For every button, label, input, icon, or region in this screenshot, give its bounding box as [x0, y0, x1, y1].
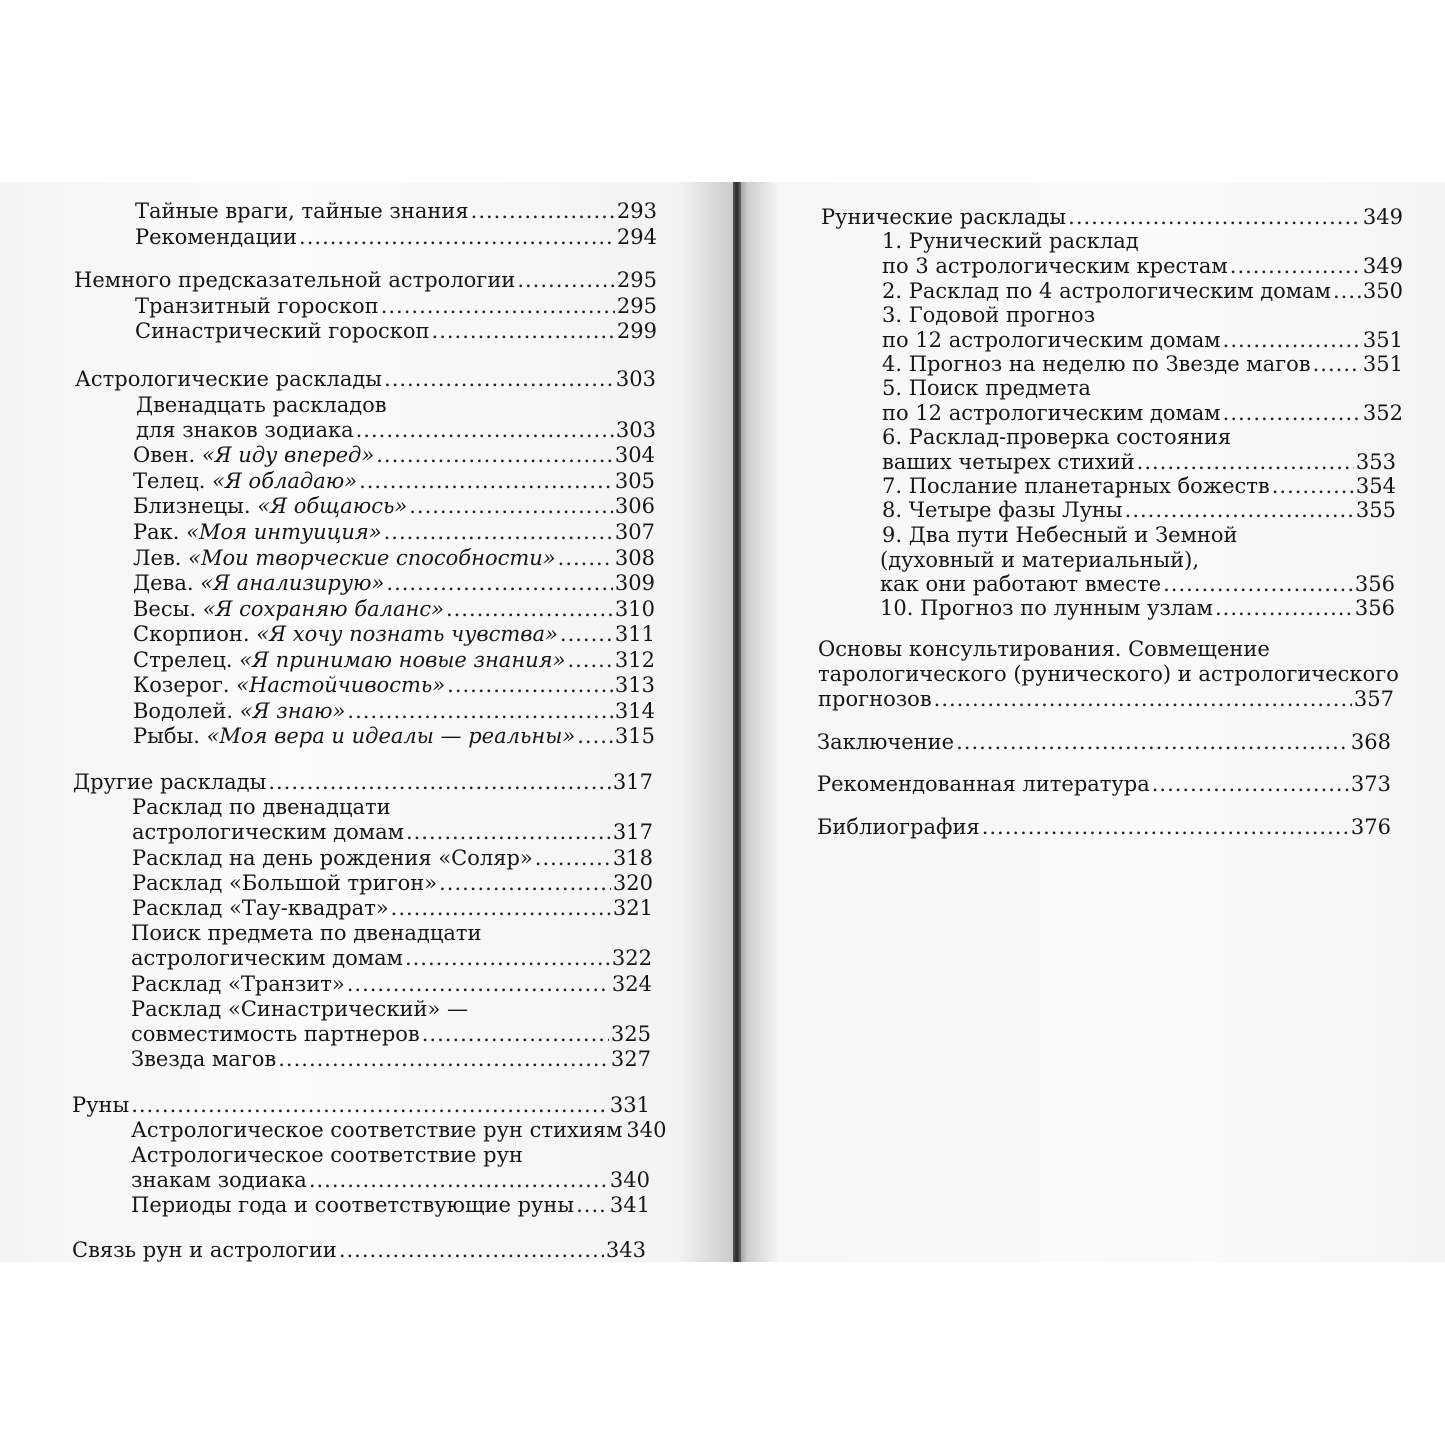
toc-entry: астрологическим домам ..... 322 [131, 946, 652, 972]
toc-entry: Рыбы. «Моя вера и идеалы — реальны» ..... 315 [133, 724, 655, 750]
toc-entry: Весы. «Я сохраняю баланс» ..... 310 [133, 597, 655, 623]
toc-entry: для знаков зодиака ..... 303 [136, 418, 656, 444]
toc-section-entry: прогнозов ..... 357 [818, 687, 1394, 713]
toc-entry: ваших четырех стихий ..... 353 [882, 450, 1396, 476]
toc-entry: 7. Послание планетарных божеств ..... 354 [882, 474, 1396, 500]
toc-entry-line: тарологического (рунического) и астрологического [818, 662, 1399, 686]
toc-section-entry: Рекомендованная литература ..... 373 [817, 772, 1391, 798]
toc-entry-line: Поиск предмета по двенадцати [131, 921, 482, 945]
toc-entry-line: 5. Поиск предмета [882, 376, 1091, 400]
toc-entry: 8. Четыре фазы Луны ..... 355 [882, 498, 1396, 524]
toc-entry: Близнецы. «Я общаюсь» ..... 306 [133, 494, 655, 520]
toc-entry: Рак. «Моя интуиция» ..... 307 [133, 520, 655, 546]
toc-entry: Дева. «Я анализирую» ..... 309 [133, 571, 655, 597]
toc-section-entry: Связь рун и астрологии ..... 343 [72, 1238, 646, 1264]
toc-section-entry: Другие расклады ..... 317 [73, 770, 653, 796]
toc-section-entry: Руны ..... 331 [72, 1093, 650, 1119]
toc-entry-line: Двенадцать раскладов [136, 393, 387, 417]
toc-entry: по 12 астрологическим домам ..... 352 [882, 401, 1403, 427]
toc-entry: Расклад на день рождения «Соляр» ..... 318 [132, 846, 653, 872]
toc-entry: Периоды года и соответствующие руны ..... 341 [131, 1193, 650, 1219]
toc-entry: Расклад «Тау-квадрат» ..... 321 [132, 896, 653, 922]
toc-section-entry: Немного предсказательной астрологии ..... 295 [74, 268, 657, 294]
book-spine [733, 182, 741, 1262]
toc-entry-line: (духовный и материальный), [880, 548, 1200, 572]
toc-entry: 10. Прогноз по лунным узлам ..... 356 [880, 596, 1395, 622]
toc-section-entry: Рунические расклады ..... 349 [821, 205, 1403, 231]
toc-entry: 2. Расклад по 4 астрологическим домам ..... 350 [882, 279, 1403, 305]
toc-section-entry: Библиография ..... 376 [817, 815, 1391, 841]
toc-entry-line: Основы консультирования. Совмещение [818, 637, 1270, 661]
toc-entry: совместимость партнеров ..... 325 [131, 1022, 651, 1048]
toc-entry: Тайные враги, тайные знания ..... 293 [135, 199, 657, 225]
toc-entry-line: 9. Два пути Небесный и Земной [882, 523, 1238, 547]
toc-entry: Скорпион. «Я хочу познать чувства» ..... 311 [133, 622, 655, 648]
toc-entry: Рекомендации ..... 294 [135, 225, 657, 251]
toc-entry: 4. Прогноз на неделю по Звезде магов ..... 351 [882, 352, 1403, 378]
toc-entry: Расклад «Большой тригон» ..... 320 [132, 871, 653, 897]
toc-section-entry: Заключение ..... 368 [817, 730, 1391, 756]
toc-entry: астрологическим домам ..... 317 [132, 820, 653, 846]
toc-entry: по 12 астрологическим домам ..... 351 [882, 328, 1403, 354]
toc-entry: Стрелец. «Я принимаю новые знания» ..... 312 [133, 648, 655, 674]
toc-entry-line: 3. Годовой прогноз [882, 303, 1096, 327]
toc-entry-line: Расклад «Синастрический» — [131, 997, 468, 1021]
toc-entry-line: Расклад по двенадцати [132, 795, 391, 819]
toc-entry-line: 6. Расклад-проверка состояния [882, 425, 1232, 449]
toc-entry: Синастрический гороскоп ..... 299 [135, 319, 657, 345]
toc-entry: по 3 астрологическим крестам ..... 349 [882, 254, 1403, 280]
toc-section-entry: Астрологические расклады ..... 303 [75, 367, 656, 393]
toc-entry-line: 1. Рунический расклад [882, 229, 1139, 253]
toc-entry: Овен. «Я иду вперед» ..... 304 [133, 443, 655, 469]
toc-entry: как они работают вместе ..... 356 [880, 572, 1395, 598]
toc-entry: Транзитный гороскоп ..... 295 [135, 294, 657, 320]
toc-entry: Расклад «Транзит» ..... 324 [131, 972, 652, 998]
toc-entry: Телец. «Я обладаю» ..... 305 [133, 469, 655, 495]
toc-entry: Козерог. «Настойчивость» ..... 313 [133, 673, 655, 699]
toc-entry: знакам зодиака ..... 340 [131, 1168, 650, 1194]
toc-entry-line: Астрологическое соответствие рун [131, 1143, 523, 1167]
toc-entry: Астрологическое соответствие рун стихиям 340 [131, 1118, 667, 1142]
toc-entry: Водолей. «Я знаю» ..... 314 [133, 699, 655, 725]
toc-entry: Звезда магов ..... 327 [131, 1047, 651, 1073]
toc-entry: Лев. «Мои творческие способности» ..... 308 [133, 546, 655, 572]
